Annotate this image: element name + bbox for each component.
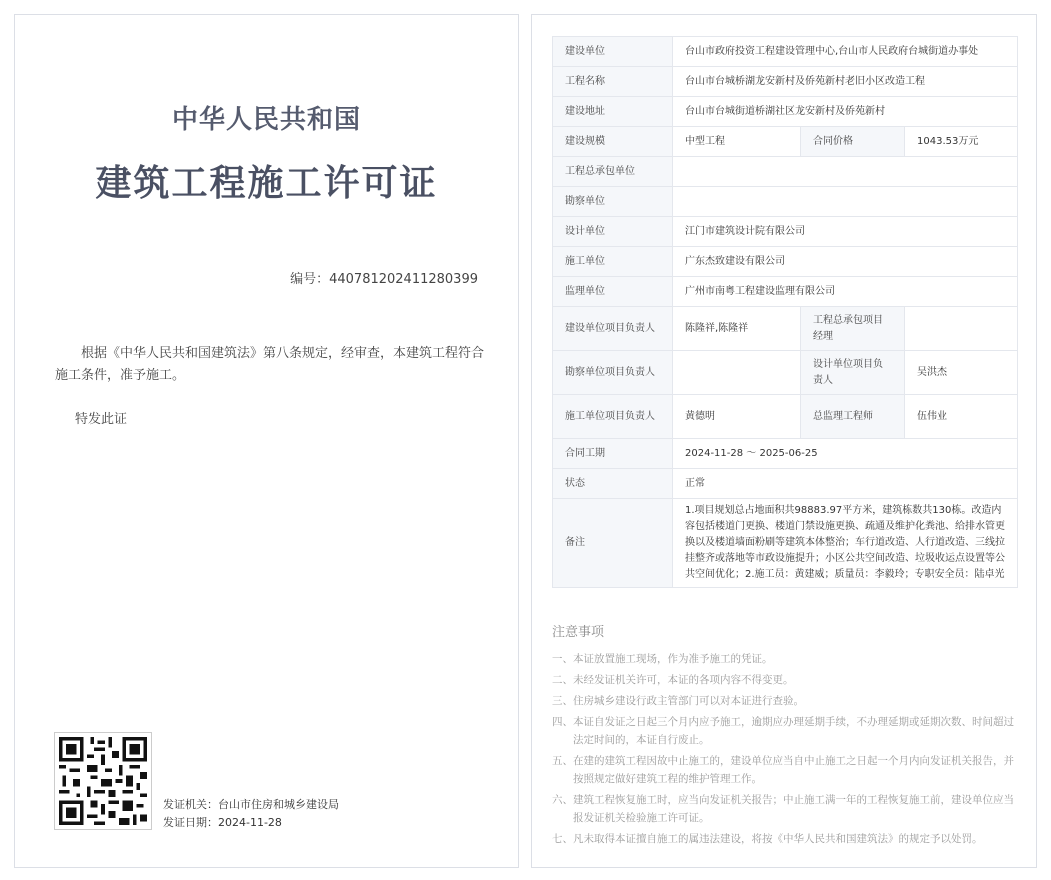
notice-item: 七、凡未取得本证擅自施工的属违法建设，将按《中华人民共和国建筑法》的规定予以处罚。 — [552, 833, 983, 845]
field-label: 建设规模 — [553, 127, 673, 157]
notice-item: 六、建筑工程恢复施工时，应当向发证机关报告；中止施工满一年的工程恢复施工前，建设单位应当报发证机关检验施工许可证。 — [552, 794, 1014, 824]
table-row — [553, 37, 1018, 67]
field-label: 勘察单位 — [553, 187, 673, 217]
notice-item: 一、本证放置施工现场，作为准予施工的凭证。 — [552, 653, 773, 665]
remarks-value: 1.项目规划总占地面积共98883.97平方米，建筑栋数共130栋。改造内容包括楼道门更换、楼道门禁设施更换、疏通及维护化粪池、给排水管更换以及楼道墙面粉刷等建筑本体整治；车行道改造、人行道改造、三线拉挂整齐或落地等市政设施提升；小区公共空间改造、垃圾收运点设置等公共空间优化；2.施工员：黄建威；质量员：李毅玲；专职安全员：陆卓光 — [673, 499, 1018, 588]
notice-item: 五、在建的建筑工程因故中止施工的，建设单位应当自中止施工之日起一个月内向发证机关报告，并按照规定做好建筑工程的维护管理工作。 — [552, 755, 1014, 785]
field-label: 勘察单位项目负责人 — [553, 351, 673, 395]
table-row — [553, 395, 1018, 439]
field-label: 建设单位 — [553, 37, 673, 67]
design-unit-value: 江门市建筑设计院有限公司 — [673, 217, 1018, 247]
table-row — [553, 469, 1018, 499]
field-label: 工程名称 — [553, 67, 673, 97]
contract-period-value: 2024-11-28 ～ 2025-06-25 — [673, 439, 1018, 469]
contract-price-value: 1043.53万元 — [905, 127, 1018, 157]
table-row — [553, 67, 1018, 97]
notice-item: 四、本证自发证之日起三个月内应予施工，逾期应办理延期手续，不办理延期或延期次数、时间超过法定时间的，本证自行废止。 — [552, 716, 1014, 746]
notice-item: 二、未经发证机关许可，本证的各项内容不得变更。 — [552, 674, 794, 686]
table-row — [553, 439, 1018, 469]
issue-date: 发证日期：2024-11-28 — [163, 816, 282, 829]
issue-phrase: 特发此证 — [75, 412, 128, 427]
chief-supervisor-value: 伍伟业 — [905, 395, 1018, 439]
field-label: 设计单位 — [553, 217, 673, 247]
country-heading: 中华人民共和国 — [171, 105, 361, 135]
construction-company-value: 广东杰致建设有限公司 — [673, 247, 1018, 277]
field-label: 设计单位项目负责人 — [801, 351, 905, 395]
owner-manager-value: 陈隆祥,陈隆祥 — [673, 307, 801, 351]
permit-details-table — [552, 36, 1018, 588]
table-row — [553, 277, 1018, 307]
notice-title: 注意事项 — [552, 625, 605, 640]
status-value: 正常 — [673, 469, 1018, 499]
supervision-unit-value: 广州市南粤工程建设监理有限公司 — [673, 277, 1018, 307]
table-row — [553, 247, 1018, 277]
scale-value: 中型工程 — [673, 127, 801, 157]
certificate-panel — [14, 14, 519, 868]
field-label: 监理单位 — [553, 277, 673, 307]
design-manager-value: 吴洪杰 — [905, 351, 1018, 395]
certificate-number: 编号：440781202411280399 — [290, 272, 478, 287]
table-row — [553, 97, 1018, 127]
field-label: 状态 — [553, 469, 673, 499]
field-label: 工程总承包单位 — [553, 157, 673, 187]
notice-item: 三、住房城乡建设行政主管部门可以对本证进行查验。 — [552, 695, 804, 707]
table-row — [553, 499, 1018, 588]
table-row — [553, 127, 1018, 157]
field-label: 施工单位 — [553, 247, 673, 277]
table-row — [553, 157, 1018, 187]
field-label: 建设单位项目负责人 — [553, 307, 673, 351]
details-panel — [531, 14, 1037, 868]
field-label: 备注 — [553, 499, 673, 588]
table-row — [553, 187, 1018, 217]
field-label: 合同工期 — [553, 439, 673, 469]
table-row — [553, 217, 1018, 247]
certificate-statement: 根据《中华人民共和国建筑法》第八条规定，经审查，本建筑工程符合施工条件，准予施工。 — [55, 346, 485, 383]
field-label: 合同价格 — [801, 127, 905, 157]
general-contractor-value — [673, 157, 1018, 187]
field-label: 工程总承包项目经理 — [801, 307, 905, 351]
construction-unit-value: 台山市政府投资工程建设管理中心,台山市人民政府台城街道办事处 — [673, 37, 1018, 67]
issuing-authority: 发证机关：台山市住房和城乡建设局 — [163, 798, 339, 811]
table-row — [553, 351, 1018, 395]
contractor-manager-value — [905, 307, 1018, 351]
certificate-title: 建筑工程施工许可证 — [95, 163, 438, 204]
address-value: 台山市台城街道桥湖社区龙安新村及侨苑新村 — [673, 97, 1018, 127]
field-label: 总监理工程师 — [801, 395, 905, 439]
qr-code-icon — [54, 732, 152, 830]
survey-manager-value — [673, 351, 801, 395]
table-row — [553, 307, 1018, 351]
field-label: 施工单位项目负责人 — [553, 395, 673, 439]
builder-manager-value: 黄德明 — [673, 395, 801, 439]
field-label: 建设地址 — [553, 97, 673, 127]
project-name-value: 台山市台城桥湖龙安新村及侨苑新村老旧小区改造工程 — [673, 67, 1018, 97]
notice-list — [552, 650, 1017, 851]
survey-unit-value — [673, 187, 1018, 217]
